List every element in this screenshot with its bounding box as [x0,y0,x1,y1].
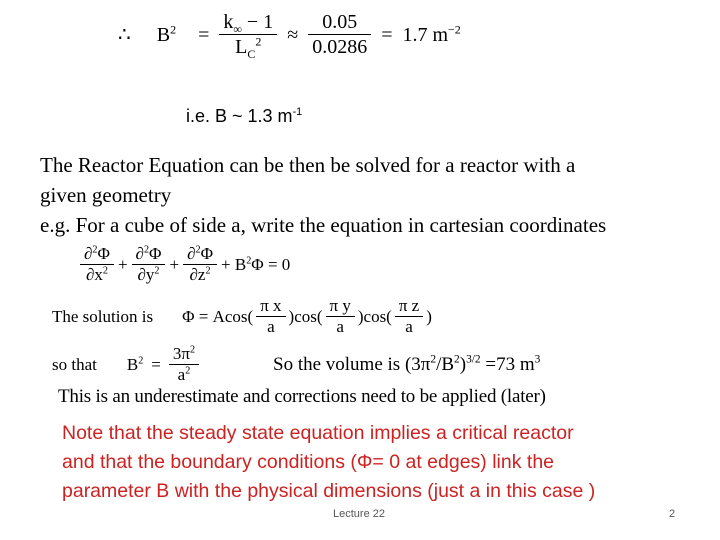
equation-solution [52,296,432,337]
paragraph-line-2: given geometry [40,183,172,207]
paragraph-line-1: The Reactor Equation can be then be solved for a reactor with a [40,153,576,177]
equation-buckling [118,10,461,59]
solution-cos-3: )cos( [357,306,392,326]
pde-plus-2: + [169,254,180,274]
solution-close-paren: ) [426,306,432,326]
solution-label: The solution is [52,306,154,326]
pde-term-y: $\frac{\partial^2\Phi}{\partial y^2}$ [132,244,166,285]
ie-line: i.e. B ~ 1.3 $m^{-1}$ [186,106,303,126]
fraction-numeric: $\frac{0.05}{0.0286}$ [308,10,371,59]
note-line-1: Note that the steady state equation implies a critical reactor [62,422,574,444]
solution-cos-2: )cos( [288,306,323,326]
footer-lecture: Lecture 22 [333,508,385,520]
so-that-fraction: $\frac{3\pi^2}{a^2}$ [169,344,199,385]
eq-equals: = [198,23,210,46]
solution-frac-x: $\frac{\text{π x}}{a}$ [256,296,285,337]
footer-page-number: 2 [669,508,676,520]
pde-plus-1: + [117,254,128,274]
note-line-2: and that the boundary conditions (Φ= 0 at edges) link the [62,451,555,473]
pde-term-z: $\frac{\partial^2\Phi}{\partial z^2}$ [183,244,217,285]
eq-lhs: $B^2$ [156,21,177,46]
eq-equals-2: = [381,23,393,46]
pde-term-x: $\frac{\partial^2\Phi}{\partial x^2}$ [80,244,114,285]
note-line-3: parameter B with the physical dimensions (just a in this case ) [62,480,596,502]
solution-lhs: Φ = Acos( [182,306,254,326]
solution-frac-z: $\frac{\text{π z}}{a}$ [395,296,423,337]
fraction-k-over-lc: $\frac{k_\infty - 1}{L_C^2}$ [219,10,277,59]
so-that-equals: = [151,354,161,374]
eq-result: 1.7 $m^{-2}$ [402,21,461,46]
therefore-symbol: ∴ [118,23,131,46]
paragraph-reactor-equation [40,150,606,240]
so-that-lhs: $B^2$ [126,354,144,374]
equation-pde [80,244,290,285]
note-critical-reactor [62,419,595,506]
so-that-label: so that [52,354,97,374]
underestimate-line: This is an underestimate and corrections need to be applied (later) [58,386,546,407]
volume-line: So the volume is $(3\pi^2/B^2)^{3/2} =73$ $m^3$ [273,353,541,375]
paragraph-line-3: e.g. For a cube of side a, write the equation in cartesian coordinates [40,213,607,237]
pde-tail: + $B^2\Phi = 0$ [221,254,291,274]
equation-so-that [52,344,199,385]
eq-approx: ≈ [287,23,299,46]
solution-frac-y: $\frac{\text{π y}}{a}$ [326,296,355,337]
